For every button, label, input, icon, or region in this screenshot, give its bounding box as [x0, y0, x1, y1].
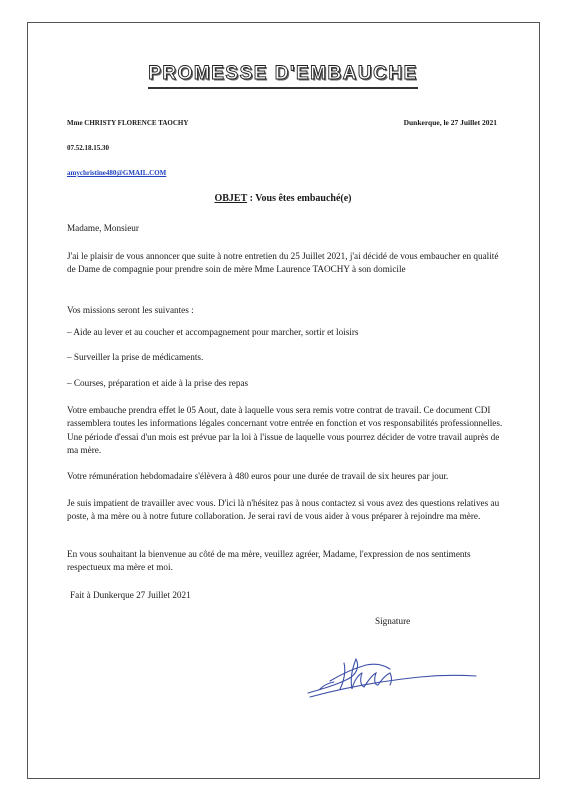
- mission-item-1: – Aide au lever et au coucher et accompagnement pour marcher, sortir et loisirs: [67, 327, 359, 337]
- signature-label: Signature: [375, 616, 411, 626]
- intro-paragraph: J'ai le plaisir de vous annoncer que suite à notre entretien du 25 Juillet 2021, j'ai décidé de vous embaucher en qualité de Dame de compagnie pour prendre soin de mère Mme Laurence TAOCHY à son domicile: [67, 251, 499, 275]
- document-title: PROMESSE D'EMBAUCHE: [148, 63, 418, 89]
- done-at-line: Fait à Dunkerque 27 Juillet 2021: [70, 590, 191, 600]
- closing-paragraph: En vous souhaitant la bienvenue au côté de ma mère, veuillez agréer, Madame, l'expression de nos sentiments respectueux ma mère et moi.: [67, 549, 471, 573]
- sender-name: Mme CHRISTY FLORENCE TAOCHY: [67, 119, 189, 127]
- subject-label: OBJET: [214, 193, 248, 204]
- handwritten-signature: [300, 645, 480, 715]
- mission-item-3: – Courses, préparation et aide à la prise des repas: [67, 378, 249, 388]
- salutation: Madame, Monsieur: [67, 223, 139, 233]
- place-date: Dunkerque, le 27 Juillet 2021: [403, 118, 497, 127]
- questions-paragraph: Je suis impatient de travailler avec vous. D'ici là n'hésitez pas à nous contactez si vous avez des questions relatives au poste, à ma mère ou à notre future collaboration. Je serai ravi de vous aider à vous préparer à rejoindre ma mère.: [67, 498, 500, 522]
- contract-paragraph: Votre embauche prendra effet le 05 Aout, date à laquelle vous sera remis votre contrat de travail. Ce document CDI rassemblera toutes les informations légales concernant votre entrée en fonction et vos responsabilités professionnelles. Une période d'essai d'un mois est prévue par la loi à l'issue de laquelle vous pourrez décider de votre travail auprès de ma mère.: [67, 405, 503, 455]
- sender-email-link[interactable]: amychristine480@GMAIL.COM: [67, 169, 167, 177]
- salary-paragraph: Votre rémunération hebdomadaire s'élèvera à 480 euros pour une durée de travail de six heures par jour.: [67, 471, 449, 481]
- subject-text: : Vous êtes embauché(e): [247, 193, 352, 204]
- mission-item-2: – Surveiller la prise de médicaments.: [67, 352, 204, 362]
- sender-phone: 07.52.18.15.30: [67, 144, 109, 152]
- subject-line: [0, 193, 566, 204]
- missions-intro: Vos missions seront les suivantes :: [67, 305, 194, 315]
- title-container: [0, 63, 566, 89]
